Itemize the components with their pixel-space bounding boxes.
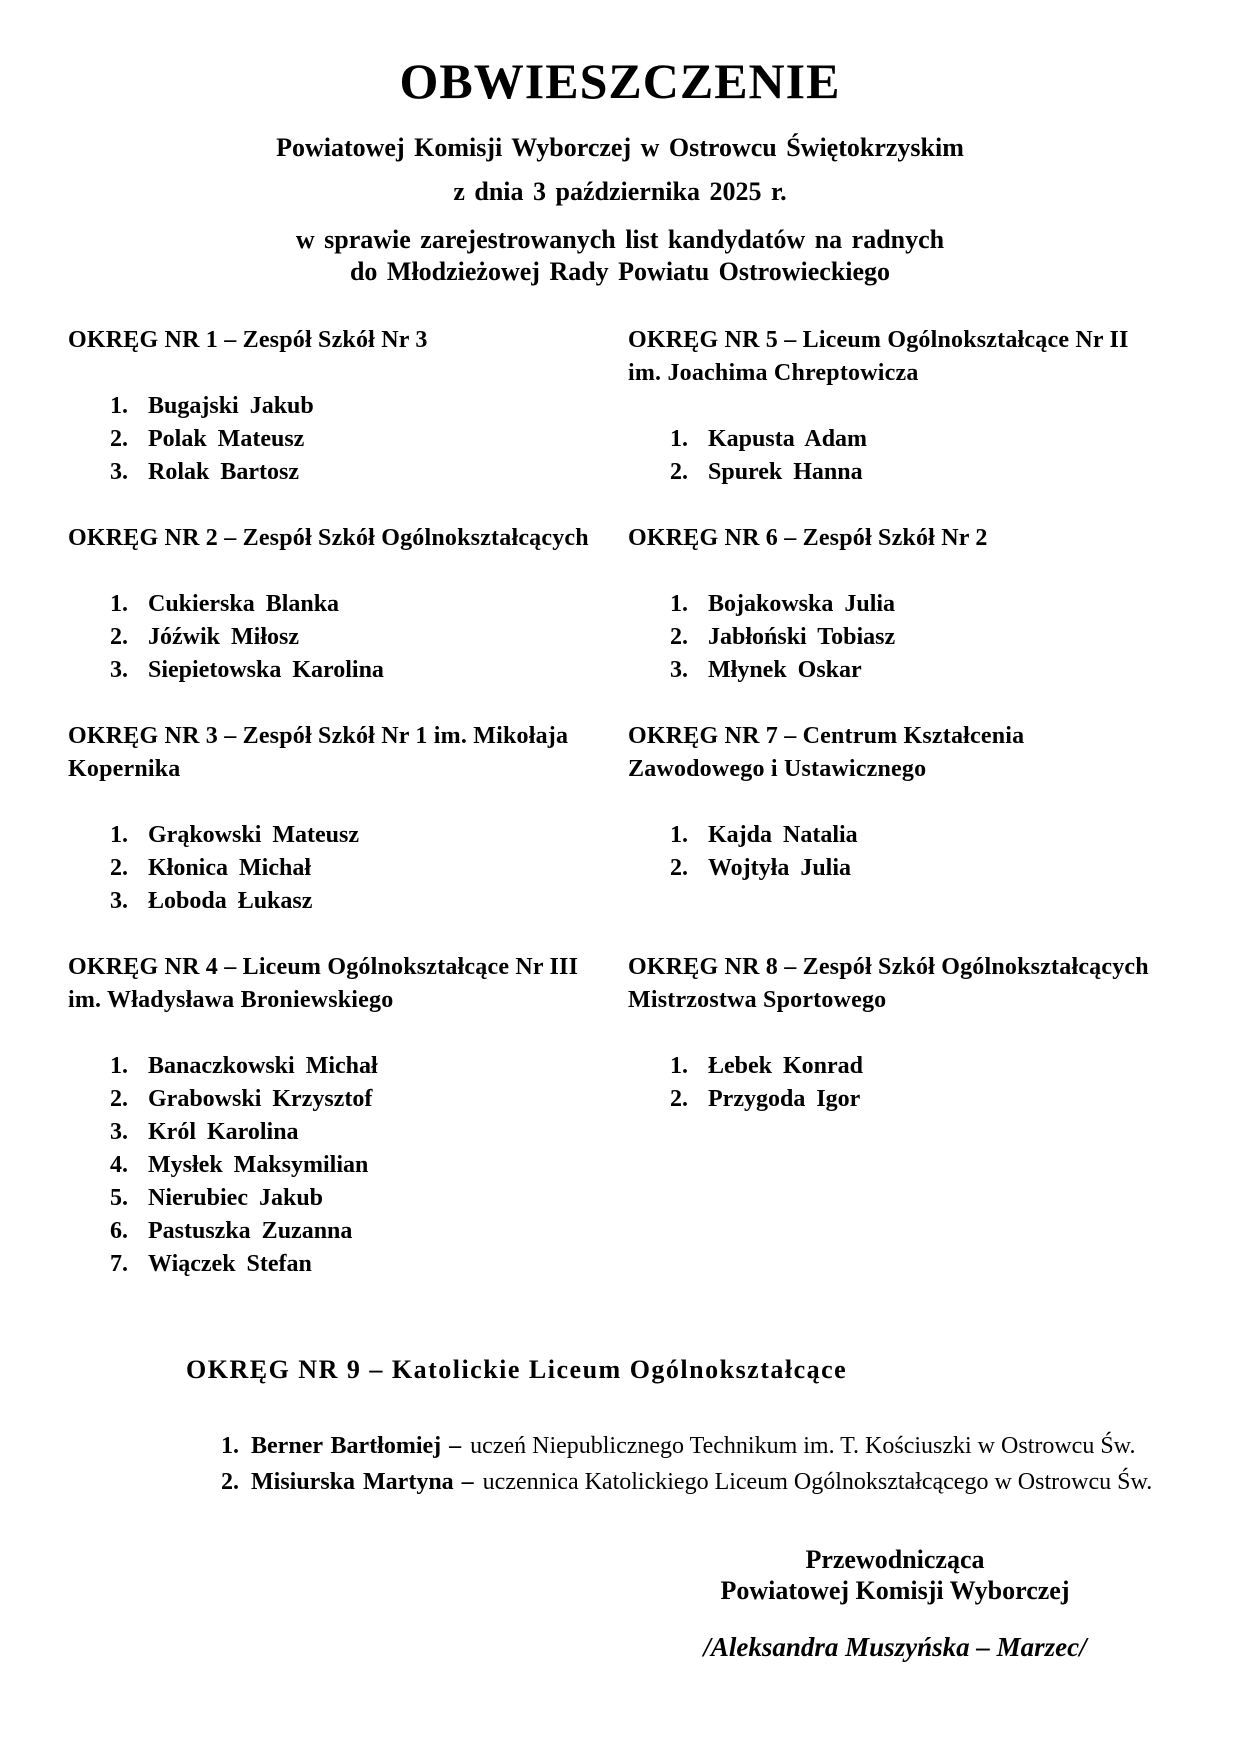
candidate-number: 2. <box>670 624 688 650</box>
district-1-candidate-list <box>68 390 628 489</box>
candidate-row <box>68 1083 628 1116</box>
district-5-title: OKRĘG NR 5 – Liceum Ogólnokształcące Nr II im. Joachima Chreptowicza <box>628 327 1129 386</box>
candidate-name: Misiurska Martyna – <box>251 1469 474 1495</box>
candidate-row <box>68 1050 628 1083</box>
candidate-name: Bojakowska Julia <box>708 591 896 617</box>
candidate-number: 2. <box>110 1086 128 1112</box>
candidate-name: Kajda Natalia <box>708 822 858 848</box>
candidate-name: Kapusta Adam <box>708 426 868 452</box>
candidate-row <box>68 456 628 489</box>
candidate-number: 4. <box>110 1152 128 1178</box>
candidate-name: Przygoda Igor <box>708 1086 861 1112</box>
candidate-name: Wiączek Stefan <box>148 1251 312 1277</box>
district-2-candidate-list <box>68 588 628 687</box>
candidate-row <box>68 1149 628 1182</box>
district-8-title: OKRĘG NR 8 – Zespół Szkół Ogólnokształcących Mistrzostwa Sportowego <box>628 954 1149 1013</box>
candidate-name: Łebek Konrad <box>708 1053 864 1079</box>
document-title: OBWIESZCZENIE <box>399 53 841 109</box>
subject-block <box>0 224 1240 288</box>
district-8-candidate-list <box>628 1050 1172 1116</box>
candidate-number: 1. <box>670 822 688 848</box>
candidate-name: Cukierska Blanka <box>148 591 340 617</box>
candidate-row <box>68 423 628 456</box>
candidate-name: Pastuszka Zuzanna <box>148 1218 353 1244</box>
issuer-block <box>0 126 1240 214</box>
district-7-title: OKRĘG NR 7 – Centrum Kształcenia Zawodowego i Ustawicznego <box>628 723 1025 782</box>
signature-role-line-2: Powiatowej Komisji Wyborczej <box>720 1576 1070 1605</box>
district-4-candidate-list <box>68 1050 628 1281</box>
candidate-name: Banaczkowski Michał <box>148 1053 378 1079</box>
candidate-number: 1. <box>110 591 128 617</box>
candidate-number: 1. <box>221 1433 239 1459</box>
candidate-name: Grabowski Krzysztof <box>148 1086 373 1112</box>
candidate-row <box>68 1248 628 1281</box>
candidate-name: Nierubiec Jakub <box>148 1185 324 1211</box>
district-3-title: OKRĘG NR 3 – Zespół Szkół Nr 1 im. Mikołaja Kopernika <box>68 723 569 782</box>
district-2-section <box>68 522 628 687</box>
candidate-name: Polak Mateusz <box>148 426 305 452</box>
candidate-number: 1. <box>110 822 128 848</box>
issuer-line-2: z dnia 3 października 2025 r. <box>453 177 787 206</box>
candidate-row <box>68 1428 1208 1464</box>
candidate-name: Król Karolina <box>148 1119 299 1145</box>
candidate-row <box>628 588 1172 621</box>
candidate-row <box>628 1050 1172 1083</box>
candidate-name: Łoboda Łukasz <box>148 888 313 914</box>
candidate-number: 1. <box>670 1053 688 1079</box>
candidate-number: 2. <box>110 426 128 452</box>
district-6-candidate-list <box>628 588 1172 687</box>
candidate-number: 3. <box>110 657 128 683</box>
signature-block <box>645 1544 1145 1663</box>
district-6-title: OKRĘG NR 6 – Zespół Szkół Nr 2 <box>628 525 988 551</box>
candidate-number: 2. <box>670 459 688 485</box>
candidate-row <box>628 1083 1172 1116</box>
district-5-candidate-list <box>628 423 1172 489</box>
district-3-candidate-list <box>68 819 628 918</box>
candidate-row <box>68 819 628 852</box>
candidate-name: Kłonica Michał <box>148 855 311 881</box>
candidate-name: Grąkowski Mateusz <box>148 822 359 848</box>
candidate-number: 5. <box>110 1185 128 1211</box>
candidate-row <box>68 390 628 423</box>
candidate-number: 6. <box>110 1218 128 1244</box>
candidate-row <box>68 588 628 621</box>
candidate-name: Siepietowska Karolina <box>148 657 384 683</box>
candidate-number: 1. <box>110 1053 128 1079</box>
candidate-row <box>68 1215 628 1248</box>
candidate-number: 2. <box>670 855 688 881</box>
district-9-title: OKRĘG NR 9 – Katolickie Liceum Ogólnokształcące <box>186 1355 848 1384</box>
candidate-description: uczeń Niepublicznego Technikum im. T. Kościuszki w Ostrowcu Św. <box>470 1433 1136 1459</box>
candidate-number: 3. <box>110 459 128 485</box>
candidate-number: 2. <box>221 1469 239 1495</box>
candidate-number: 3. <box>110 1119 128 1145</box>
candidate-row <box>68 1116 628 1149</box>
candidate-number: 1. <box>670 426 688 452</box>
district-6-section <box>628 522 1172 687</box>
district-4-section <box>68 951 628 1281</box>
district-2-title: OKRĘG NR 2 – Zespół Szkół Ogólnokształcących <box>68 525 589 551</box>
candidate-row <box>628 456 1172 489</box>
candidate-number: 2. <box>110 855 128 881</box>
district-4-title: OKRĘG NR 4 – Liceum Ogólnokształcące Nr III im. Władysława Broniewskiego <box>68 954 579 1013</box>
candidate-number: 7. <box>110 1251 128 1277</box>
district-7-section <box>628 720 1172 918</box>
candidate-row <box>68 885 628 918</box>
district-9-section <box>68 1353 1208 1500</box>
district-3-section <box>68 720 628 918</box>
district-5-section <box>628 324 1172 489</box>
candidate-row <box>628 621 1172 654</box>
issuer-line-1: Powiatowej Komisji Wyborczej w Ostrowcu Świętokrzyskim <box>276 133 964 162</box>
candidate-number: 1. <box>670 591 688 617</box>
candidate-number: 2. <box>670 1086 688 1112</box>
district-1-section <box>68 324 628 489</box>
candidate-number: 3. <box>110 888 128 914</box>
candidate-name: Wojtyła Julia <box>708 855 852 881</box>
district-8-section <box>628 951 1172 1281</box>
candidate-number: 3. <box>670 657 688 683</box>
candidate-row <box>68 654 628 687</box>
candidate-row <box>628 423 1172 456</box>
signature-role-line-1: Przewodnicząca <box>805 1545 985 1574</box>
candidate-row <box>68 852 628 885</box>
candidate-row <box>628 654 1172 687</box>
candidate-number: 2. <box>110 624 128 650</box>
candidate-row <box>628 852 1172 885</box>
candidate-name: Jabłoński Tobiasz <box>708 624 896 650</box>
candidate-name: Rolak Bartosz <box>148 459 299 485</box>
candidate-name: Berner Bartłomiej – <box>251 1433 462 1459</box>
district-1-title: OKRĘG NR 1 – Zespół Szkół Nr 3 <box>68 327 428 353</box>
candidate-row <box>68 1464 1208 1500</box>
district-7-candidate-list <box>628 819 1172 885</box>
districts-grid <box>68 324 1172 1281</box>
candidate-number: 1. <box>110 393 128 419</box>
candidate-row <box>68 621 628 654</box>
candidate-name: Spurek Hanna <box>708 459 863 485</box>
district-9-candidate-list <box>68 1428 1208 1500</box>
candidate-row <box>628 819 1172 852</box>
candidate-description: uczennica Katolickiego Liceum Ogólnokształcącego w Ostrowcu Św. <box>482 1469 1153 1495</box>
candidate-name: Mysłek Maksymilian <box>148 1152 369 1178</box>
candidate-name: Bugajski Jakub <box>148 393 314 419</box>
candidate-row <box>68 1182 628 1215</box>
subject-line-2: do Młodzieżowej Rady Powiatu Ostrowieckiego <box>349 257 891 286</box>
subject-line-1: w sprawie zarejestrowanych list kandydatów na radnych <box>295 225 945 254</box>
candidate-name: Młynek Oskar <box>708 657 862 683</box>
candidate-name: Jóźwik Miłosz <box>148 624 299 650</box>
signature-name: /Aleksandra Muszyńska – Marzec/ <box>703 1632 1087 1662</box>
